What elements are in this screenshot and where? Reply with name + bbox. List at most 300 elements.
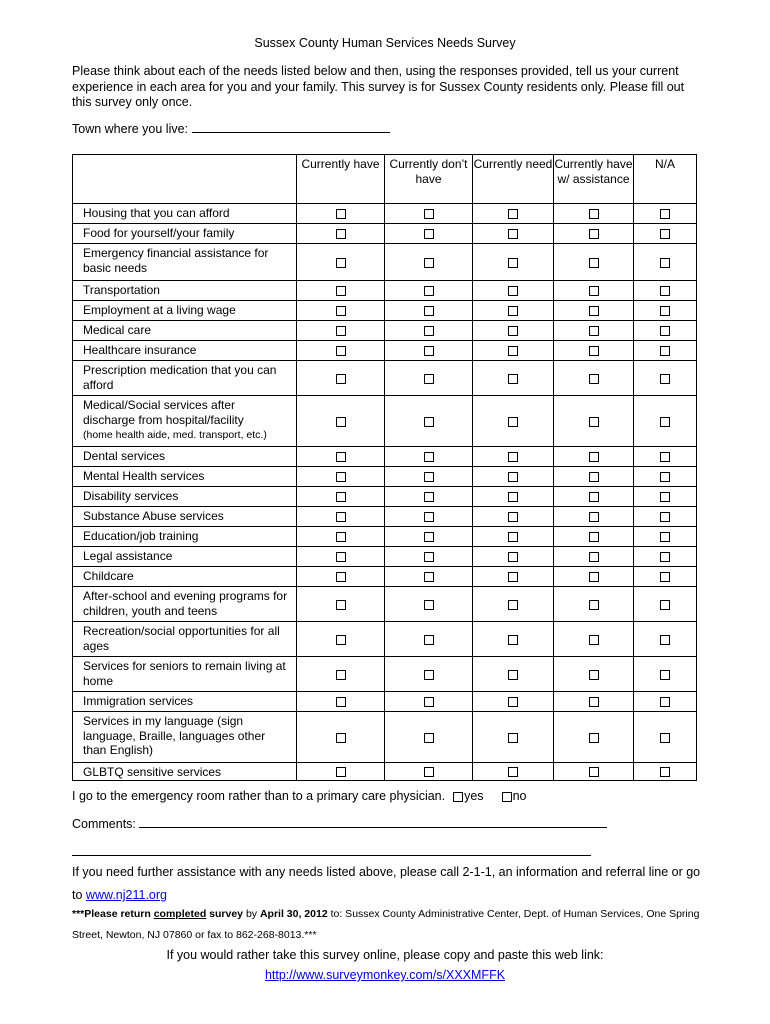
response-cell — [473, 567, 554, 587]
response-checkbox[interactable] — [424, 512, 434, 522]
response-checkbox[interactable] — [424, 600, 434, 610]
response-checkbox[interactable] — [508, 670, 518, 680]
response-checkbox[interactable] — [336, 306, 346, 316]
response-checkbox[interactable] — [508, 600, 518, 610]
table-row — [73, 487, 697, 507]
response-cell — [385, 301, 473, 321]
need-label-cell — [73, 224, 297, 244]
response-cell — [473, 692, 554, 712]
need-label: Substance Abuse services — [83, 509, 224, 523]
header-currently-need: Currently need — [473, 155, 554, 204]
response-cell — [385, 712, 473, 763]
nj211-link[interactable]: www.nj211.org — [85, 888, 167, 902]
response-cell — [554, 447, 634, 467]
response-cell — [385, 224, 473, 244]
response-checkbox[interactable] — [424, 635, 434, 645]
response-cell — [385, 467, 473, 487]
response-checkbox[interactable] — [508, 635, 518, 645]
response-checkbox[interactable] — [424, 326, 434, 336]
response-checkbox[interactable] — [424, 492, 434, 502]
table-row — [73, 507, 697, 527]
response-cell — [554, 527, 634, 547]
response-cell — [634, 763, 697, 781]
need-label-cell — [73, 547, 297, 567]
response-checkbox[interactable] — [660, 600, 670, 610]
need-label: Employment at a living wage — [83, 303, 236, 317]
response-checkbox[interactable] — [336, 286, 346, 296]
response-cell — [473, 507, 554, 527]
response-checkbox[interactable] — [508, 229, 518, 239]
need-label-cell — [73, 301, 297, 321]
response-checkbox[interactable] — [589, 472, 599, 482]
response-checkbox[interactable] — [589, 229, 599, 239]
response-checkbox[interactable] — [589, 512, 599, 522]
response-checkbox[interactable] — [660, 635, 670, 645]
need-label-cell — [73, 587, 297, 622]
need-label: Immigration services — [83, 694, 194, 708]
response-cell — [297, 567, 385, 587]
response-checkbox[interactable] — [336, 697, 346, 707]
response-cell — [634, 547, 697, 567]
response-cell — [634, 341, 697, 361]
response-cell — [473, 487, 554, 507]
response-cell — [634, 467, 697, 487]
response-cell — [554, 763, 634, 781]
assistance-note — [72, 861, 712, 907]
table-row — [73, 657, 697, 692]
response-cell — [297, 301, 385, 321]
response-cell — [297, 763, 385, 781]
need-label: GLBTQ sensitive services — [83, 765, 222, 779]
response-checkbox[interactable] — [508, 767, 518, 777]
response-checkbox[interactable] — [660, 552, 670, 562]
response-checkbox[interactable] — [336, 532, 346, 542]
need-note: (home health aide, med. transport, etc.) — [83, 429, 267, 441]
response-checkbox[interactable] — [508, 326, 518, 336]
response-checkbox[interactable] — [589, 552, 599, 562]
need-label: Dental services — [83, 449, 166, 463]
need-label-cell — [73, 396, 297, 447]
response-checkbox[interactable] — [589, 635, 599, 645]
response-cell — [634, 447, 697, 467]
response-checkbox[interactable] — [508, 374, 518, 384]
need-label: After-school and evening programs for children, youth and teens — [83, 589, 288, 618]
response-cell — [473, 244, 554, 281]
response-checkbox[interactable] — [660, 572, 670, 582]
response-cell — [554, 204, 634, 224]
response-cell — [385, 527, 473, 547]
response-checkbox[interactable] — [508, 492, 518, 502]
response-cell — [297, 447, 385, 467]
response-cell — [297, 467, 385, 487]
response-cell — [634, 507, 697, 527]
return-prefix: ***Please return — [72, 908, 151, 920]
response-checkbox[interactable] — [660, 512, 670, 522]
response-checkbox[interactable] — [508, 286, 518, 296]
need-label-cell — [73, 281, 297, 301]
response-checkbox[interactable] — [336, 600, 346, 610]
town-field — [72, 121, 390, 136]
response-cell — [385, 361, 473, 396]
need-label-cell — [73, 447, 297, 467]
response-cell — [473, 547, 554, 567]
table-row — [73, 361, 697, 396]
response-cell — [473, 361, 554, 396]
response-checkbox[interactable] — [424, 733, 434, 743]
response-checkbox[interactable] — [508, 532, 518, 542]
need-label-cell — [73, 692, 297, 712]
response-checkbox[interactable] — [424, 472, 434, 482]
assistance-text: If you need further assistance with any needs listed above, please call 2-1-1, an information and referral line or go to — [72, 865, 701, 902]
need-label: Food for yourself/your family — [83, 226, 235, 240]
response-checkbox[interactable] — [336, 670, 346, 680]
table-row — [73, 622, 697, 657]
need-label-cell — [73, 712, 297, 763]
response-checkbox[interactable] — [424, 374, 434, 384]
response-checkbox[interactable] — [589, 572, 599, 582]
need-label: Recreation/social opportunities for all ages — [83, 624, 280, 653]
response-checkbox[interactable] — [336, 258, 346, 268]
response-checkbox[interactable] — [589, 697, 599, 707]
response-cell — [297, 341, 385, 361]
table-row — [73, 527, 697, 547]
response-checkbox[interactable] — [589, 452, 599, 462]
response-cell — [297, 396, 385, 447]
return-instructions — [72, 904, 712, 946]
return-date: April 30, 2012 — [259, 908, 328, 920]
er-question — [72, 789, 526, 803]
response-checkbox[interactable] — [589, 306, 599, 316]
response-checkbox[interactable] — [336, 452, 346, 462]
response-checkbox[interactable] — [336, 229, 346, 239]
response-cell — [554, 712, 634, 763]
response-cell — [473, 712, 554, 763]
need-label: Legal assistance — [83, 549, 173, 563]
response-cell — [634, 244, 697, 281]
online-note — [0, 945, 770, 985]
response-cell — [634, 657, 697, 692]
return-survey: survey — [209, 908, 244, 920]
response-checkbox[interactable] — [589, 209, 599, 219]
response-checkbox[interactable] — [508, 306, 518, 316]
response-cell — [554, 224, 634, 244]
header-blank — [73, 155, 297, 204]
response-checkbox[interactable] — [589, 492, 599, 502]
need-label-cell — [73, 204, 297, 224]
response-checkbox[interactable] — [508, 452, 518, 462]
response-checkbox[interactable] — [508, 258, 518, 268]
response-checkbox[interactable] — [336, 552, 346, 562]
response-cell — [554, 547, 634, 567]
return-completed: completed — [153, 908, 207, 920]
er-yes-label: yes — [464, 789, 484, 803]
response-checkbox[interactable] — [424, 552, 434, 562]
response-checkbox[interactable] — [508, 417, 518, 427]
response-cell — [554, 692, 634, 712]
response-cell — [634, 281, 697, 301]
response-checkbox[interactable] — [508, 346, 518, 356]
response-cell — [297, 321, 385, 341]
response-cell — [297, 657, 385, 692]
need-label-cell — [73, 244, 297, 281]
response-cell — [385, 763, 473, 781]
response-cell — [634, 224, 697, 244]
table-row — [73, 712, 697, 763]
response-cell — [554, 622, 634, 657]
response-cell — [297, 712, 385, 763]
need-label-cell — [73, 622, 297, 657]
response-checkbox[interactable] — [424, 417, 434, 427]
response-cell — [297, 361, 385, 396]
response-checkbox[interactable] — [589, 346, 599, 356]
response-checkbox[interactable] — [424, 572, 434, 582]
response-checkbox[interactable] — [424, 258, 434, 268]
response-checkbox[interactable] — [660, 733, 670, 743]
response-checkbox[interactable] — [424, 452, 434, 462]
response-cell — [554, 467, 634, 487]
response-checkbox[interactable] — [424, 286, 434, 296]
response-checkbox[interactable] — [589, 767, 599, 777]
need-label-cell — [73, 361, 297, 396]
er-yes-checkbox[interactable] — [453, 792, 463, 802]
response-checkbox[interactable] — [660, 417, 670, 427]
need-label: Emergency financial assistance for basic needs — [83, 246, 269, 275]
response-checkbox[interactable] — [660, 306, 670, 316]
response-checkbox[interactable] — [589, 600, 599, 610]
need-label: Disability services — [83, 489, 179, 503]
response-checkbox[interactable] — [508, 209, 518, 219]
need-label-cell — [73, 467, 297, 487]
need-label: Transportation — [83, 283, 160, 297]
response-cell — [473, 224, 554, 244]
need-label: Services in my language (sign language, Braille, languages other than English) — [83, 714, 266, 757]
return-address: to: Sussex County Administrative Center, Dept. of Human Services, One Spring Street, Newton, NJ 07860 or fax to 862-268-8013.*** — [72, 908, 700, 941]
response-checkbox[interactable] — [336, 512, 346, 522]
response-cell — [473, 281, 554, 301]
response-checkbox[interactable] — [660, 452, 670, 462]
response-checkbox[interactable] — [508, 572, 518, 582]
response-checkbox[interactable] — [589, 417, 599, 427]
online-text: If you would rather take this survey online, please copy and paste this web link: — [166, 948, 604, 962]
table-row — [73, 692, 697, 712]
response-cell — [385, 547, 473, 567]
response-checkbox[interactable] — [508, 472, 518, 482]
response-checkbox[interactable] — [589, 532, 599, 542]
response-checkbox[interactable] — [660, 670, 670, 680]
response-cell — [554, 396, 634, 447]
need-label-cell — [73, 507, 297, 527]
response-cell — [554, 487, 634, 507]
response-cell — [297, 587, 385, 622]
response-checkbox[interactable] — [660, 492, 670, 502]
response-cell — [297, 487, 385, 507]
response-cell — [297, 244, 385, 281]
response-cell — [385, 447, 473, 467]
response-checkbox[interactable] — [660, 697, 670, 707]
header-currently-dont-have: Currently don’t have — [385, 155, 473, 204]
response-checkbox[interactable] — [589, 258, 599, 268]
response-checkbox[interactable] — [589, 670, 599, 680]
table-row — [73, 396, 697, 447]
table-row — [73, 447, 697, 467]
response-checkbox[interactable] — [424, 229, 434, 239]
response-cell — [297, 224, 385, 244]
need-label: Housing that you can afford — [83, 206, 230, 220]
response-cell — [554, 321, 634, 341]
response-checkbox[interactable] — [589, 326, 599, 336]
response-cell — [473, 447, 554, 467]
response-cell — [473, 396, 554, 447]
return-by: by — [245, 908, 258, 920]
response-checkbox[interactable] — [424, 767, 434, 777]
response-checkbox[interactable] — [336, 417, 346, 427]
response-checkbox[interactable] — [424, 532, 434, 542]
header-have-with-assistance: Currently have w/ assistance — [554, 155, 634, 204]
response-checkbox[interactable] — [660, 286, 670, 296]
response-cell — [473, 657, 554, 692]
response-checkbox[interactable] — [424, 670, 434, 680]
response-checkbox[interactable] — [424, 209, 434, 219]
response-checkbox[interactable] — [424, 306, 434, 316]
response-checkbox[interactable] — [660, 767, 670, 777]
need-label-cell — [73, 341, 297, 361]
response-cell — [385, 507, 473, 527]
response-cell — [634, 301, 697, 321]
response-cell — [473, 763, 554, 781]
response-cell — [385, 692, 473, 712]
response-checkbox[interactable] — [589, 374, 599, 384]
response-checkbox[interactable] — [508, 512, 518, 522]
surveymonkey-link[interactable]: http://www.surveymonkey.com/s/XXXMFFK — [264, 968, 506, 982]
table-row — [73, 204, 697, 224]
response-cell — [554, 281, 634, 301]
response-cell — [634, 204, 697, 224]
response-checkbox[interactable] — [424, 346, 434, 356]
response-checkbox[interactable] — [660, 229, 670, 239]
response-checkbox[interactable] — [660, 258, 670, 268]
need-label-cell — [73, 763, 297, 781]
intro-paragraph: Please think about each of the needs listed below and then, using the responses provided, tell us your current experience in each area for you and your family. This survey is for Sussex County residents only. Please fill out this survey only once. — [72, 64, 685, 109]
need-label-cell — [73, 567, 297, 587]
response-checkbox[interactable] — [589, 286, 599, 296]
response-checkbox[interactable] — [336, 492, 346, 502]
response-checkbox[interactable] — [336, 572, 346, 582]
need-label-cell — [73, 321, 297, 341]
response-cell — [473, 321, 554, 341]
comments-input-line-2[interactable] — [72, 855, 591, 856]
response-cell — [385, 487, 473, 507]
er-no-label: no — [512, 789, 527, 803]
need-label-cell — [73, 487, 297, 507]
response-checkbox[interactable] — [660, 374, 670, 384]
response-cell — [385, 567, 473, 587]
response-checkbox[interactable] — [336, 767, 346, 777]
table-row — [73, 244, 697, 281]
response-checkbox[interactable] — [508, 552, 518, 562]
response-cell — [554, 507, 634, 527]
response-cell — [473, 301, 554, 321]
response-cell — [297, 622, 385, 657]
needs-table — [72, 154, 697, 781]
response-checkbox[interactable] — [336, 733, 346, 743]
response-checkbox[interactable] — [508, 733, 518, 743]
need-label: Medical/Social services after discharge from hospital/facility — [83, 398, 244, 427]
response-cell — [385, 341, 473, 361]
response-cell — [385, 321, 473, 341]
table-row — [73, 763, 697, 781]
response-checkbox[interactable] — [660, 532, 670, 542]
response-checkbox[interactable] — [508, 697, 518, 707]
response-cell — [473, 622, 554, 657]
response-checkbox[interactable] — [660, 472, 670, 482]
response-cell — [634, 587, 697, 622]
header-na: N/A — [634, 155, 697, 204]
town-input-line[interactable] — [192, 121, 390, 133]
response-cell — [634, 567, 697, 587]
need-label: Childcare — [83, 569, 134, 583]
need-label-cell — [73, 657, 297, 692]
response-checkbox[interactable] — [660, 326, 670, 336]
response-cell — [385, 587, 473, 622]
response-checkbox[interactable] — [336, 326, 346, 336]
response-checkbox[interactable] — [660, 346, 670, 356]
table-row — [73, 301, 697, 321]
response-cell — [554, 587, 634, 622]
comments-input-line[interactable] — [139, 816, 607, 828]
response-checkbox[interactable] — [336, 374, 346, 384]
need-label: Education/job training — [83, 529, 199, 543]
response-cell — [385, 204, 473, 224]
response-cell — [634, 396, 697, 447]
er-no-checkbox[interactable] — [502, 792, 512, 802]
table-row — [73, 224, 697, 244]
response-checkbox[interactable] — [336, 209, 346, 219]
table-row — [73, 547, 697, 567]
response-cell — [634, 712, 697, 763]
response-checkbox[interactable] — [660, 209, 670, 219]
response-cell — [634, 361, 697, 396]
table-row — [73, 567, 697, 587]
response-checkbox[interactable] — [336, 472, 346, 482]
response-checkbox[interactable] — [336, 346, 346, 356]
response-cell — [297, 281, 385, 301]
response-checkbox[interactable] — [589, 733, 599, 743]
comments-label: Comments: — [72, 817, 136, 831]
response-cell — [385, 622, 473, 657]
table-row — [73, 587, 697, 622]
response-cell — [385, 244, 473, 281]
need-label: Mental Health services — [83, 469, 205, 483]
need-label-cell — [73, 527, 297, 547]
response-cell — [473, 467, 554, 487]
need-label: Prescription medication that you can afford — [83, 363, 277, 392]
response-cell — [297, 204, 385, 224]
response-cell — [554, 567, 634, 587]
response-cell — [297, 692, 385, 712]
response-cell — [554, 361, 634, 396]
response-checkbox[interactable] — [336, 635, 346, 645]
response-cell — [473, 204, 554, 224]
response-checkbox[interactable] — [424, 697, 434, 707]
response-cell — [297, 527, 385, 547]
need-label: Services for seniors to remain living at home — [83, 659, 286, 688]
response-cell — [554, 301, 634, 321]
table-row — [73, 281, 697, 301]
table-row — [73, 467, 697, 487]
table-row — [73, 321, 697, 341]
response-cell — [385, 657, 473, 692]
response-cell — [473, 527, 554, 547]
